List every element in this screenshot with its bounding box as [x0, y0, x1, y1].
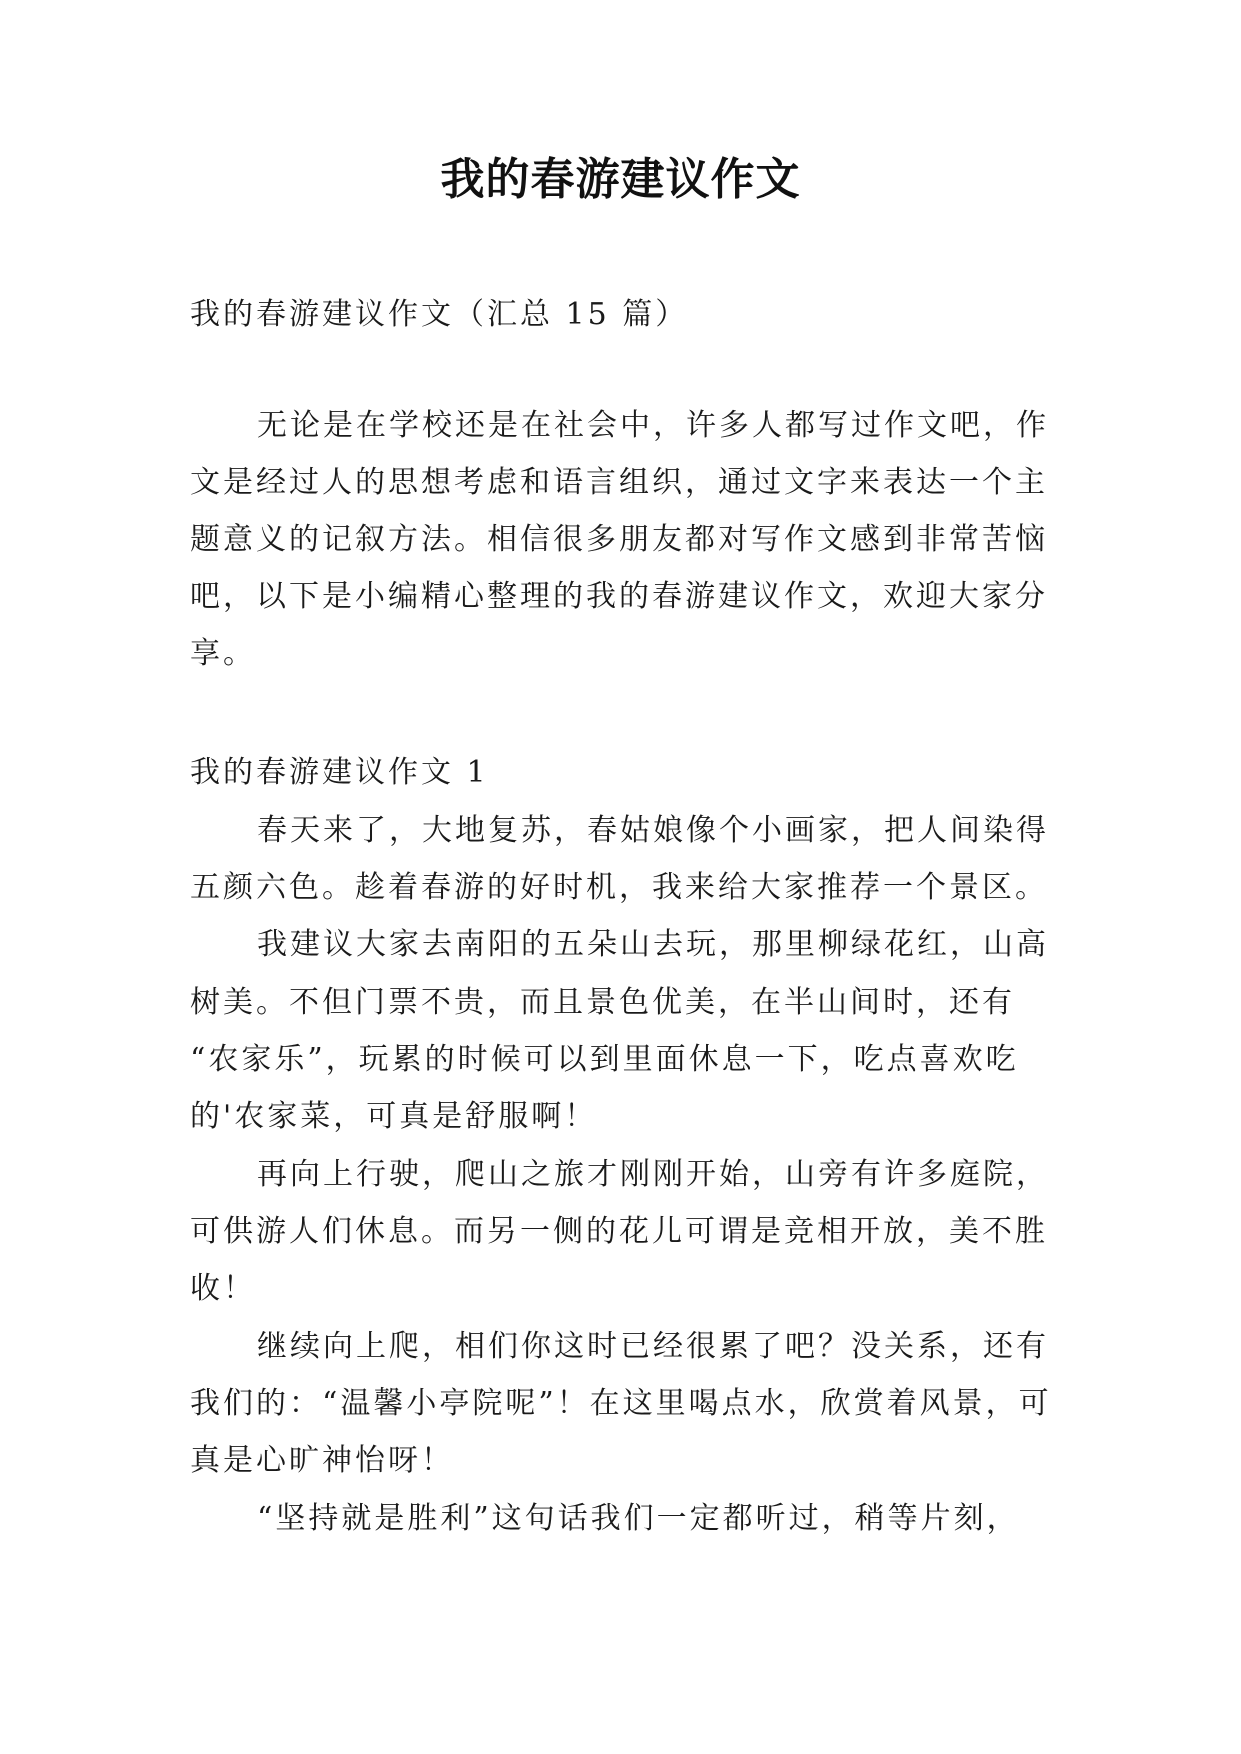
body-line: 收！ — [190, 1271, 256, 1306]
intro-line: 享。 — [190, 636, 256, 671]
body-line: “坚持就是胜利”这句话我们一定都听过，稍等片刻， — [257, 1501, 1020, 1536]
intro-line: 题意义的记叙方法。相信很多朋友都对写作文感到非常苦恼 — [190, 522, 1048, 557]
body-line: 我建议大家去南阳的五朵山去玩，那里柳绿花红，山高 — [257, 927, 1049, 962]
intro-line: 无论是在学校还是在社会中，许多人都写过作文吧，作 — [257, 408, 1049, 443]
document-title: 我的春游建议作文 — [440, 154, 801, 205]
body-line: 可供游人们休息。而另一侧的花儿可谓是竞相开放，美不胜 — [190, 1214, 1048, 1249]
body-line: 的'农家菜，可真是舒服啊！ — [190, 1099, 598, 1134]
body-line: 继续向上爬，相们你这时已经很累了吧？没关系，还有 — [257, 1329, 1049, 1364]
body-line: 我们的：“温馨小亭院呢”！在这里喝点水，欣赏着风景，可 — [190, 1386, 1052, 1421]
body-line: 真是心旷神怡呀！ — [190, 1443, 454, 1478]
body-line: 五颜六色。趁着春游的好时机，我来给大家推荐一个景区。 — [190, 870, 1048, 905]
intro-line: 吧，以下是小编精心整理的我的春游建议作文，欢迎大家分 — [190, 579, 1048, 614]
body-line: 树美。不但门票不贵，而且景色优美，在半山间时，还有 — [190, 985, 1015, 1020]
document-subtitle: 我的春游建议作文（汇总 15 篇） — [190, 297, 689, 332]
body-line: 再向上行驶，爬山之旅才刚刚开始，山旁有许多庭院， — [257, 1157, 1049, 1192]
body-line: “农家乐”，玩累的时候可以到里面休息一下，吃点喜欢吃 — [190, 1042, 1019, 1077]
body-line: 春天来了，大地复苏，春姑娘像个小画家，把人间染得 — [257, 813, 1049, 848]
intro-line: 文是经过人的思想考虑和语言组织，通过文字来表达一个主 — [190, 465, 1048, 500]
section-heading: 我的春游建议作文 1 — [190, 755, 489, 790]
